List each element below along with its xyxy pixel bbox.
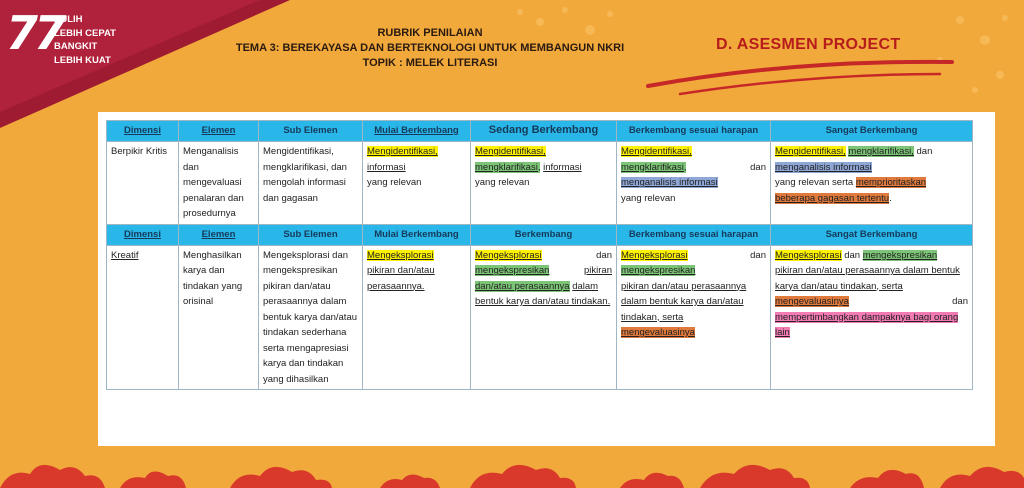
col-dimensi-2: Dimensi: [107, 224, 179, 245]
row-berpikir-kritis: [107, 142, 973, 225]
col-sangat-2: Sangat Berkembang: [771, 224, 973, 245]
col-sub-elemen: Sub Elemen: [259, 121, 363, 142]
cell-dimensi-2: Kreatif: [107, 245, 179, 390]
cell-sub-elemen-2: Mengeksplorasi dan mengekspresikan pikiran dan/atau perasaannya dalam bentuk karya dan/atau tindakan sederhana serta mengapresiasi karya dan tindakan yang dihasilkan: [259, 245, 363, 390]
row-kreatif: [107, 245, 973, 390]
cell-elemen: Menganalisis dan mengevaluasi penalaran dan prosedurnya: [179, 142, 259, 225]
cell-sub-elemen: Mengidentifikasi, mengklarifikasi, dan mengolah informasi dan gagasan: [259, 142, 363, 225]
cell-sangat: Mengidentifikasi, mengklarifikasi, dan menganalisis informasi yang relevan serta memprioritaskan beberapa gagasan tertentu.: [771, 142, 973, 225]
cell-sedang: Mengidentifikasi, mengklarifikasi, informasi yang relevan: [471, 142, 617, 225]
logo-tagline: PULIH LEBIH CEPAT BANGKIT LEBIH KUAT: [54, 14, 116, 66]
rubric-table: [106, 120, 973, 390]
col-berkembang-2: Berkembang: [471, 224, 617, 245]
section-title: D. ASESMEN PROJECT: [716, 36, 901, 53]
col-sesuai-2: Berkembang sesuai harapan: [617, 224, 771, 245]
heading-line-3: TOPIK : MELEK LITERASI: [362, 57, 498, 69]
col-mulai: Mulai Berkembang: [363, 121, 471, 142]
heading-line-1: RUBRIK PENILAIAN: [377, 27, 483, 39]
page-heading: [200, 26, 660, 71]
rubric-panel: [98, 112, 995, 446]
cell-sesuai: Mengidentifikasi, mengklarifikasi, dan menganalisis informasi yang relevan: [617, 142, 771, 225]
col-mulai-2: Mulai Berkembang: [363, 224, 471, 245]
heading-line-2: TEMA 3: BEREKAYASA DAN BERTEKNOLOGI UNTUK MEMBANGUN NKRI: [235, 42, 625, 54]
col-sangat: Sangat Berkembang: [771, 121, 973, 142]
col-dimensi: Dimensi: [107, 121, 179, 142]
cell-sangat-2: Mengeksplorasi dan mengekspresikan pikiran dan/atau perasaannya dalam bentuk karya dan/atau tindakan, serta mengevaluasinya dan mempertimbangkan dampaknya bagi orang lain: [771, 245, 973, 390]
cell-mulai: Mengidentifikasi, informasi yang relevan: [363, 142, 471, 225]
title-swoosh: [640, 48, 960, 98]
header-row-2: [107, 224, 973, 245]
cell-mulai-2: Mengeksplorasi pikiran dan/atau perasaannya.: [363, 245, 471, 390]
col-sesuai: Berkembang sesuai harapan: [617, 121, 771, 142]
cell-dimensi: Berpikir Kritis: [107, 142, 179, 225]
cell-elemen-2: Menghasilkan karya dan tindakan yang orisinal: [179, 245, 259, 390]
logo-77: 77: [6, 6, 63, 60]
bottom-cloud-pattern: [0, 448, 1024, 488]
col-elemen-2: Elemen: [179, 224, 259, 245]
cell-berkembang-2: Mengeksplorasi dan mengekspresikan pikiran dan/atau perasaannya dalam bentuk karya dan/atau tindakan.: [471, 245, 617, 390]
cell-sesuai-2: Mengeksplorasi dan mengekspresikan pikiran dan/atau perasaannya dalam bentuk karya dan/atau tindakan, serta mengevaluasinya: [617, 245, 771, 390]
col-sub-elemen-2: Sub Elemen: [259, 224, 363, 245]
col-sedang: Sedang Berkembang: [471, 121, 617, 142]
header-row-1: [107, 121, 973, 142]
col-elemen: Elemen: [179, 121, 259, 142]
